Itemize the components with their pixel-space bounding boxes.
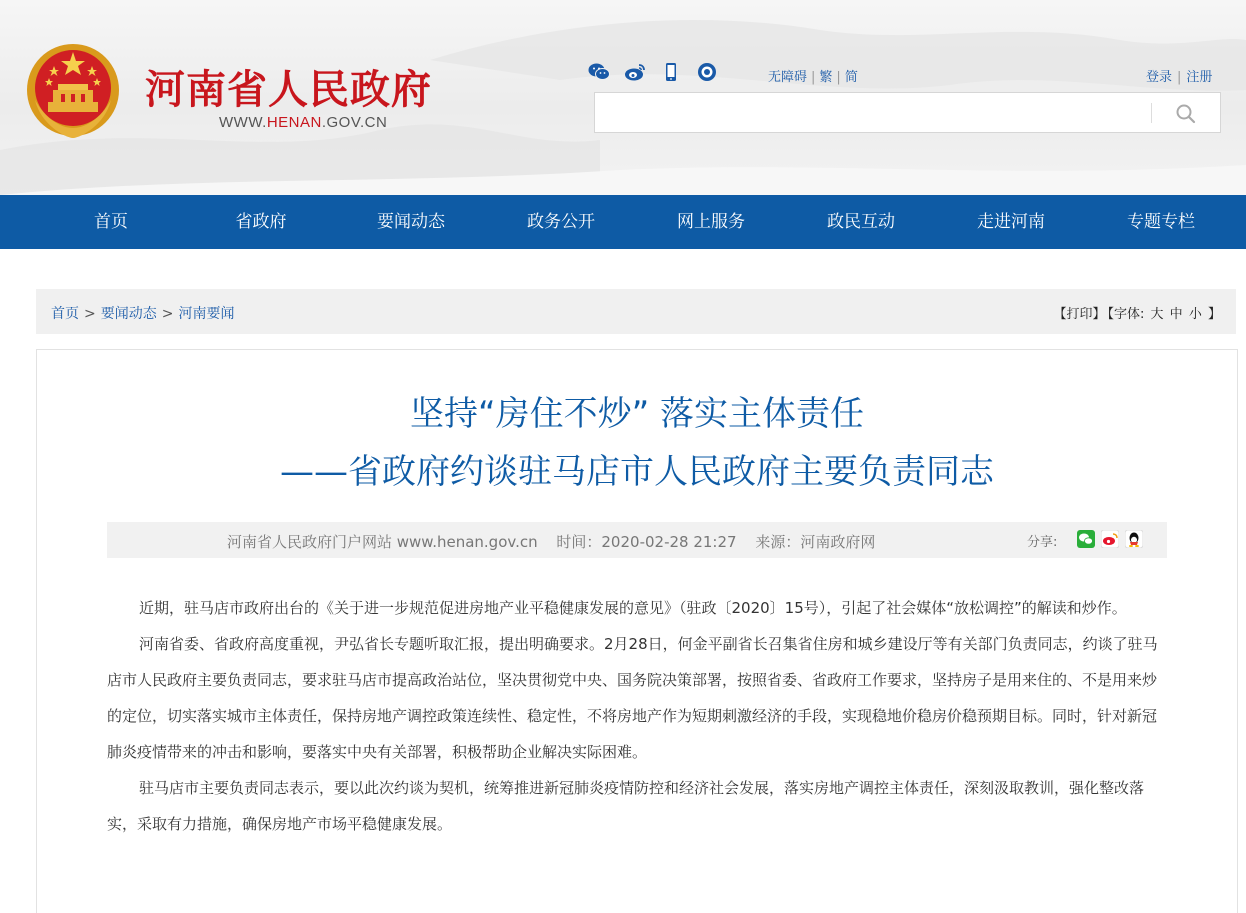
nav-item-government-affairs[interactable]: 政务公开 bbox=[527, 212, 595, 232]
search-icon[interactable] bbox=[1173, 101, 1199, 127]
podcast-icon[interactable] bbox=[696, 62, 718, 82]
site-url[interactable] bbox=[219, 114, 387, 131]
wechat-icon[interactable] bbox=[588, 62, 610, 82]
breadcrumb-bar bbox=[36, 289, 1236, 334]
mobile-icon[interactable] bbox=[660, 62, 682, 82]
font-tools-close: 】 bbox=[1207, 307, 1221, 322]
main-nav bbox=[0, 195, 1246, 249]
weibo-icon[interactable] bbox=[624, 62, 646, 82]
article-paragraph: 近期，驻马店市政府出台的《关于进一步规范促进房地产业平稳健康发展的意见》（驻政〔2020〕15号），引起了社会媒体“放松调控”的解读和炒作。 bbox=[139, 599, 1127, 617]
font-medium-button[interactable]: 中 bbox=[1169, 307, 1183, 322]
article-tools bbox=[1052, 303, 1222, 322]
article-paragraph: 河南省委、省政府高度重视，尹弘省长专题听取汇报，提出明确要求。2月28日，何金平副省长召集省住房和城乡建设厅等有关部门负责同志，约谈了驻马店市人民政府主要负责同志，要求驻马店市提高政治站位，坚决贯彻党中央、国务院决策部署，按照省委、省政府工作要求，坚持房子是用来住的、不是用来炒的定位，切实落实城市主体责任，保持房地产调控政策连续性、稳定性，不将房地产作为短期刺激经济的手段，实现稳地价稳房价稳预期目标。同时，针对新冠肺炎疫情带来的冲击和影响，要落实中央有关部署，积极帮助企业解决实际困难。 bbox=[107, 635, 1158, 761]
accessibility-link[interactable]: 无障碍 bbox=[768, 70, 808, 85]
breadcrumb: 首页 > 要闻动态 > 河南要闻 bbox=[51, 306, 235, 322]
nav-item-online-services[interactable]: 网上服务 bbox=[677, 212, 745, 232]
breadcrumb-news[interactable]: 要闻动态 bbox=[100, 306, 157, 322]
url-suffix: .GOV.CN bbox=[321, 114, 388, 131]
social-links bbox=[588, 62, 718, 82]
font-size-label: 【字体: bbox=[1107, 307, 1145, 322]
article-source-site: 河南省人民政府门户网站 www.henan.gov.cn bbox=[227, 533, 538, 551]
article-title: 坚持“房住不炒” 落实主体责任 bbox=[409, 394, 865, 434]
national-emblem bbox=[26, 40, 121, 140]
simplified-chinese-link[interactable]: 简 bbox=[844, 70, 858, 85]
article-meta bbox=[107, 522, 1167, 558]
accessibility-links: 无障碍 | 繁 | 简 bbox=[768, 70, 858, 85]
print-button[interactable]: 【打印】 bbox=[1053, 307, 1106, 322]
share-qq-icon[interactable] bbox=[1125, 530, 1143, 548]
nav-item-news[interactable]: 要闻动态 bbox=[377, 212, 445, 232]
search-input[interactable] bbox=[603, 99, 1143, 127]
share-label: 分享: bbox=[1027, 535, 1058, 550]
article-time: 时间：2020-02-28 21:27 bbox=[556, 533, 737, 551]
font-small-button[interactable]: 小 bbox=[1188, 307, 1202, 322]
nav-item-interaction[interactable]: 政民互动 bbox=[827, 212, 895, 232]
nav-item-provincial-government[interactable]: 省政府 bbox=[235, 212, 287, 232]
login-link[interactable]: 登录 bbox=[1146, 70, 1173, 85]
breadcrumb-home[interactable]: 首页 bbox=[51, 306, 79, 322]
font-large-button[interactable]: 大 bbox=[1150, 307, 1164, 322]
auth-links: 登录 | 注册 bbox=[1146, 70, 1213, 85]
url-prefix: WWW. bbox=[219, 114, 267, 131]
article-meta-info bbox=[227, 531, 889, 552]
share-icons bbox=[1077, 530, 1143, 548]
article-paragraph: 驻马店市主要负责同志表示，要以此次约谈为契机，统筹推进新冠肺炎疫情防控和经济社会发展，落实房地产调控主体责任，深刻汲取教训，强化整改落实，采取有力措施，确保房地产市场平稳健康发展。 bbox=[107, 779, 1145, 833]
traditional-chinese-link[interactable]: 繁 bbox=[819, 70, 833, 85]
article-body bbox=[107, 590, 1169, 842]
site-title[interactable]: 河南省人民政府 bbox=[145, 67, 432, 113]
share-wechat-icon[interactable] bbox=[1077, 530, 1095, 548]
article-subtitle: ——省政府约谈驻马店市人民政府主要负责同志 bbox=[280, 452, 994, 492]
nav-item-home[interactable]: 首页 bbox=[94, 212, 128, 232]
search-box bbox=[594, 92, 1221, 133]
article-origin: 来源：河南政府网 bbox=[755, 533, 876, 551]
search-divider bbox=[1151, 103, 1152, 123]
share-weibo-icon[interactable] bbox=[1101, 530, 1119, 548]
article-container bbox=[36, 349, 1238, 913]
nav-item-about-henan[interactable]: 走进河南 bbox=[977, 212, 1045, 232]
url-domain: HENAN bbox=[266, 114, 322, 131]
site-header bbox=[0, 0, 1246, 195]
breadcrumb-henan-news[interactable]: 河南要闻 bbox=[178, 306, 235, 322]
register-link[interactable]: 注册 bbox=[1186, 70, 1213, 85]
nav-item-special-topics[interactable]: 专题专栏 bbox=[1127, 212, 1195, 232]
